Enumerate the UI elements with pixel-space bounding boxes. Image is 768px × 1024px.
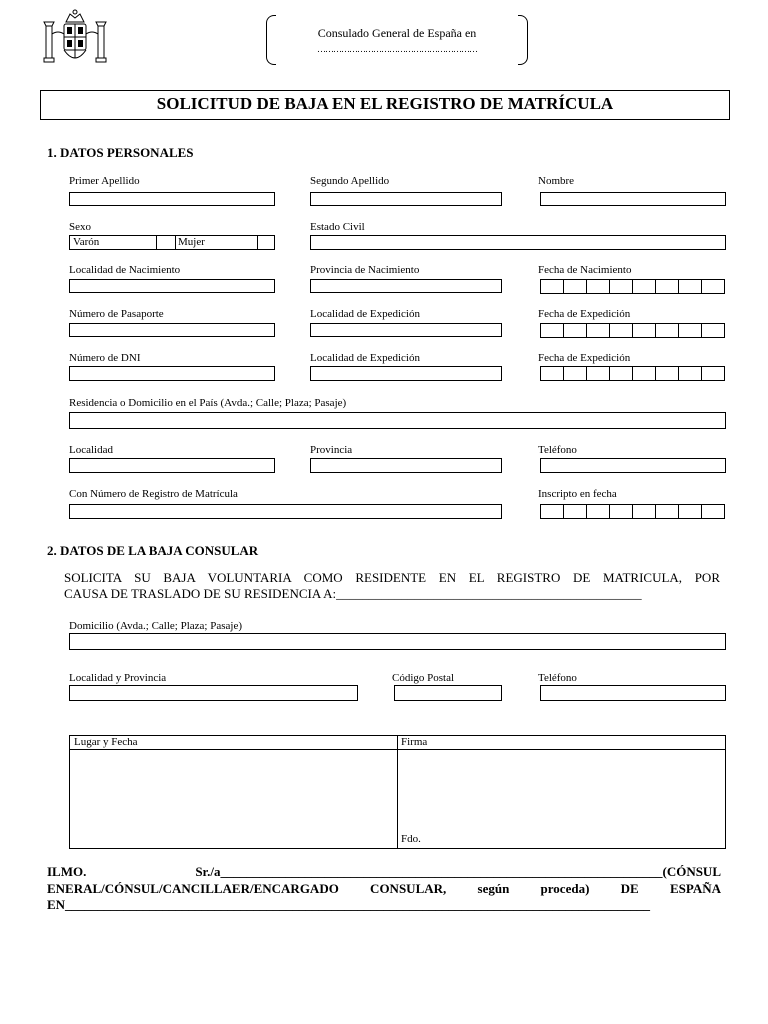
label-firma: Firma (401, 736, 428, 748)
label-inscripto-fecha: Inscripto en fecha (538, 488, 617, 500)
numero-pasaporte-field[interactable] (69, 323, 275, 337)
label-fdo: Fdo. (401, 833, 421, 845)
section-2-heading: 2. DATOS DE LA BAJA CONSULAR (47, 543, 259, 558)
segundo-apellido-field[interactable] (310, 192, 502, 206)
footer-line-3: EN__________________________________________________________________________________________ (47, 897, 651, 912)
consulate-title: Consulado General de España en (317, 26, 477, 40)
mujer-option-label: Mujer (178, 236, 205, 248)
lugar-fecha-field[interactable] (71, 751, 395, 847)
footer-line-1: ILMO. Sr./a____________________________________________________________________(CÓNSUL (47, 864, 721, 879)
varon-checkbox[interactable] (156, 235, 176, 250)
label-localidad-nacimiento: Localidad de Nacimiento (69, 264, 181, 276)
label-telefono-2: Teléfono (538, 672, 577, 684)
fecha-expedicion-dni-field[interactable] (540, 366, 725, 381)
localidad-provincia-field[interactable] (69, 685, 358, 701)
label-lugar-fecha: Lugar y Fecha (74, 736, 138, 748)
registro-matricula-field[interactable] (69, 504, 502, 519)
signature-column-divider (397, 736, 398, 848)
label-segundo-apellido: Segundo Apellido (310, 175, 390, 187)
coat-of-arms-logo (40, 8, 110, 72)
inscripto-fecha-field[interactable] (540, 504, 725, 519)
provincia-field[interactable] (310, 458, 502, 473)
mujer-checkbox[interactable] (257, 235, 276, 250)
firma-field[interactable] (399, 751, 723, 831)
numero-dni-field[interactable] (69, 366, 275, 381)
form-title: SOLICITUD DE BAJA EN EL REGISTRO DE MATRÍCULA (156, 94, 614, 113)
label-codigo-postal: Código Postal (392, 672, 455, 684)
localidad-field[interactable] (69, 458, 275, 473)
statement-line-2: CAUSA DE TRASLADO DE SU RESIDENCIA A:_______________________________________________ (64, 586, 642, 601)
fecha-nacimiento-field[interactable] (540, 279, 725, 294)
telefono-field[interactable] (540, 458, 726, 473)
codigo-postal-field[interactable] (394, 685, 502, 701)
section-1-heading: 1. DATOS PERSONALES (47, 145, 194, 160)
residencia-field[interactable] (69, 412, 726, 429)
label-telefono: Teléfono (538, 444, 577, 456)
label-sexo: Sexo (69, 221, 91, 233)
domicilio-field[interactable] (69, 633, 726, 650)
bracket-right (518, 15, 528, 65)
bracket-left (266, 15, 276, 65)
fecha-expedicion-pasaporte-field[interactable] (540, 323, 725, 338)
label-fecha-nacimiento: Fecha de Nacimiento (538, 264, 632, 276)
label-numero-pasaporte: Número de Pasaporte (69, 308, 164, 320)
label-domicilio: Domicilio (Avda.; Calle; Plaza; Pasaje) (69, 620, 242, 632)
label-estado-civil: Estado Civil (310, 221, 365, 233)
varon-option-label: Varón (73, 236, 100, 248)
label-primer-apellido: Primer Apellido (69, 175, 140, 187)
consulate-dots: …………………………………………………… (317, 44, 477, 54)
label-localidad: Localidad (69, 444, 113, 456)
nombre-field[interactable] (540, 192, 726, 206)
label-numero-dni: Número de DNI (69, 352, 141, 364)
localidad-expedicion-dni-field[interactable] (310, 366, 502, 381)
telefono-2-field[interactable] (540, 685, 726, 701)
label-nombre: Nombre (538, 175, 575, 187)
provincia-nacimiento-field[interactable] (310, 279, 502, 293)
label-fecha-expedicion-pasaporte: Fecha de Expedición (538, 308, 631, 320)
label-fecha-expedicion-dni: Fecha de Expedición (538, 352, 631, 364)
statement-line-1: SOLICITA SU BAJA VOLUNTARIA COMO RESIDENTE EN EL REGISTRO DE MATRICULA, POR (64, 570, 720, 585)
sexo-field (69, 235, 275, 250)
estado-civil-field[interactable] (310, 235, 726, 250)
label-provincia-nacimiento: Provincia de Nacimiento (310, 264, 420, 276)
localidad-nacimiento-field[interactable] (69, 279, 275, 293)
label-provincia: Provincia (310, 444, 353, 456)
localidad-expedicion-pasaporte-field[interactable] (310, 323, 502, 337)
label-localidad-expedicion-pasaporte: Localidad de Expedición (310, 308, 420, 320)
primer-apellido-field[interactable] (69, 192, 275, 206)
label-residencia: Residencia o Domicilio en el País (Avda.; Calle; Plaza; Pasaje) (69, 397, 347, 409)
signature-table (69, 735, 726, 849)
label-localidad-provincia: Localidad y Provincia (69, 672, 167, 684)
footer-line-2: ENERAL/CÓNSUL/CANCILLAER/ENCARGADO CONSULAR, según proceda) DE ESPAÑA (47, 881, 721, 896)
label-localidad-expedicion-dni: Localidad de Expedición (310, 352, 420, 364)
label-registro-matricula: Con Número de Registro de Matrícula (69, 488, 238, 500)
